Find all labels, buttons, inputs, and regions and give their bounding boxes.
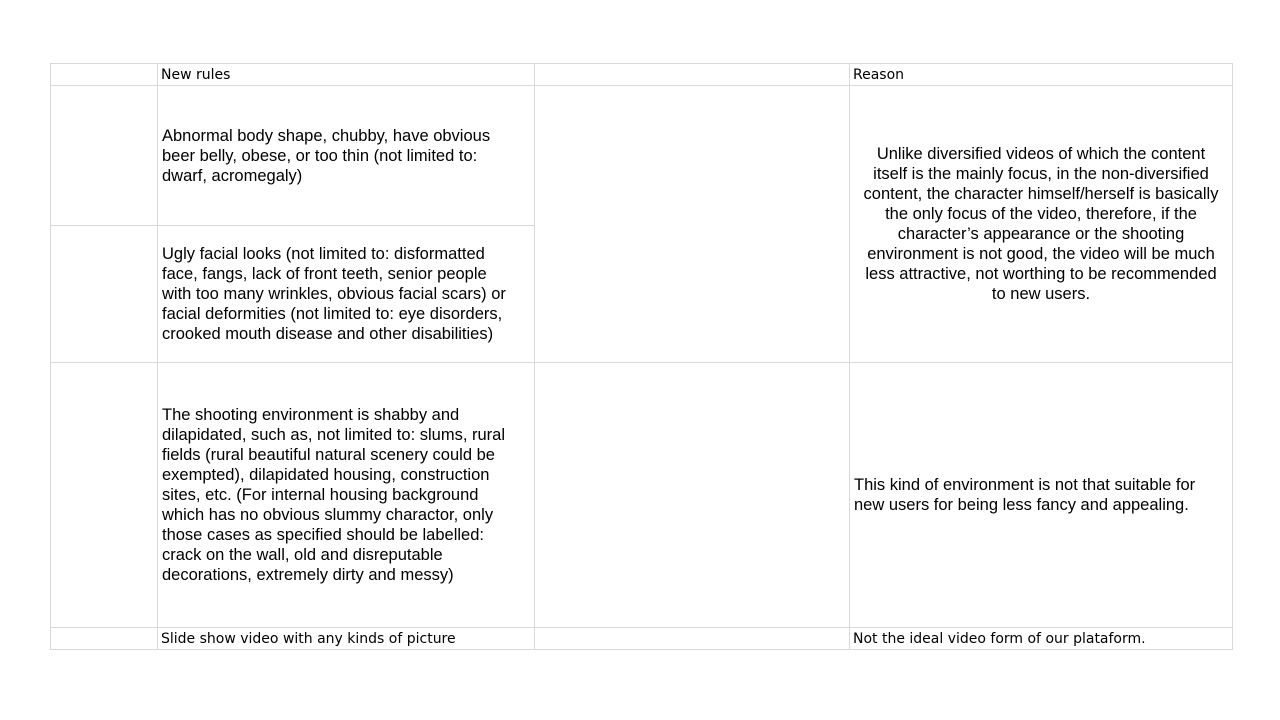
rule-slide-show: Slide show video with any kinds of picture [157, 627, 535, 650]
reason-environment: This kind of environment is not that suitable for new users for being less fancy and appealing. [849, 362, 1233, 628]
header-new-rules: New rules [157, 63, 535, 86]
row3-blank-cell [50, 362, 158, 628]
rules-table [50, 63, 1233, 650]
rule-facial-looks: Ugly facial looks (not limited to: disformatted face, fangs, lack of front teeth, senior people with too many wrinkles, obvious facial scars) or facial deformities (not limited to: eye disorders, crooked mouth disease and other disabilities) [157, 225, 535, 363]
header-blank-cell [50, 63, 158, 86]
rule-shooting-environment: The shooting environment is shabby and dilapidated, such as, not limited to: slums, rural fields (rural beautiful natural scenery could be exempted), dilapidated housing, construction sites, etc. (For internal housing background which has no obvious slummy charactor, only those cases as specified should be labelled: crack on the wall, old and disreputable decorations, extremely dirty and messy) [157, 362, 535, 628]
rule-body-shape: Abnormal body shape, chubby, have obvious beer belly, obese, or too thin (not limited to: dwarf, acromegaly) [157, 85, 535, 226]
row3-empty-cell [534, 362, 850, 628]
reason-appearance: Unlike diversified videos of which the content itself is the mainly focus, in the non-diversified content, the character himself/herself is basically the only focus of the video, therefore, if the character’s appearance or the shooting environment is not good, the video will be much less attractive, not worthing to be recommended to new users. [849, 85, 1233, 363]
header-empty-cell [534, 63, 850, 86]
row4-empty-cell [534, 627, 850, 650]
row4-blank-cell [50, 627, 158, 650]
row1-blank-cell [50, 85, 158, 226]
row2-blank-cell [50, 225, 158, 363]
header-reason: Reason [849, 63, 1233, 86]
row1-empty-cell [534, 85, 850, 363]
reason-slide-show: Not the ideal video form of our plataform. [849, 627, 1233, 650]
